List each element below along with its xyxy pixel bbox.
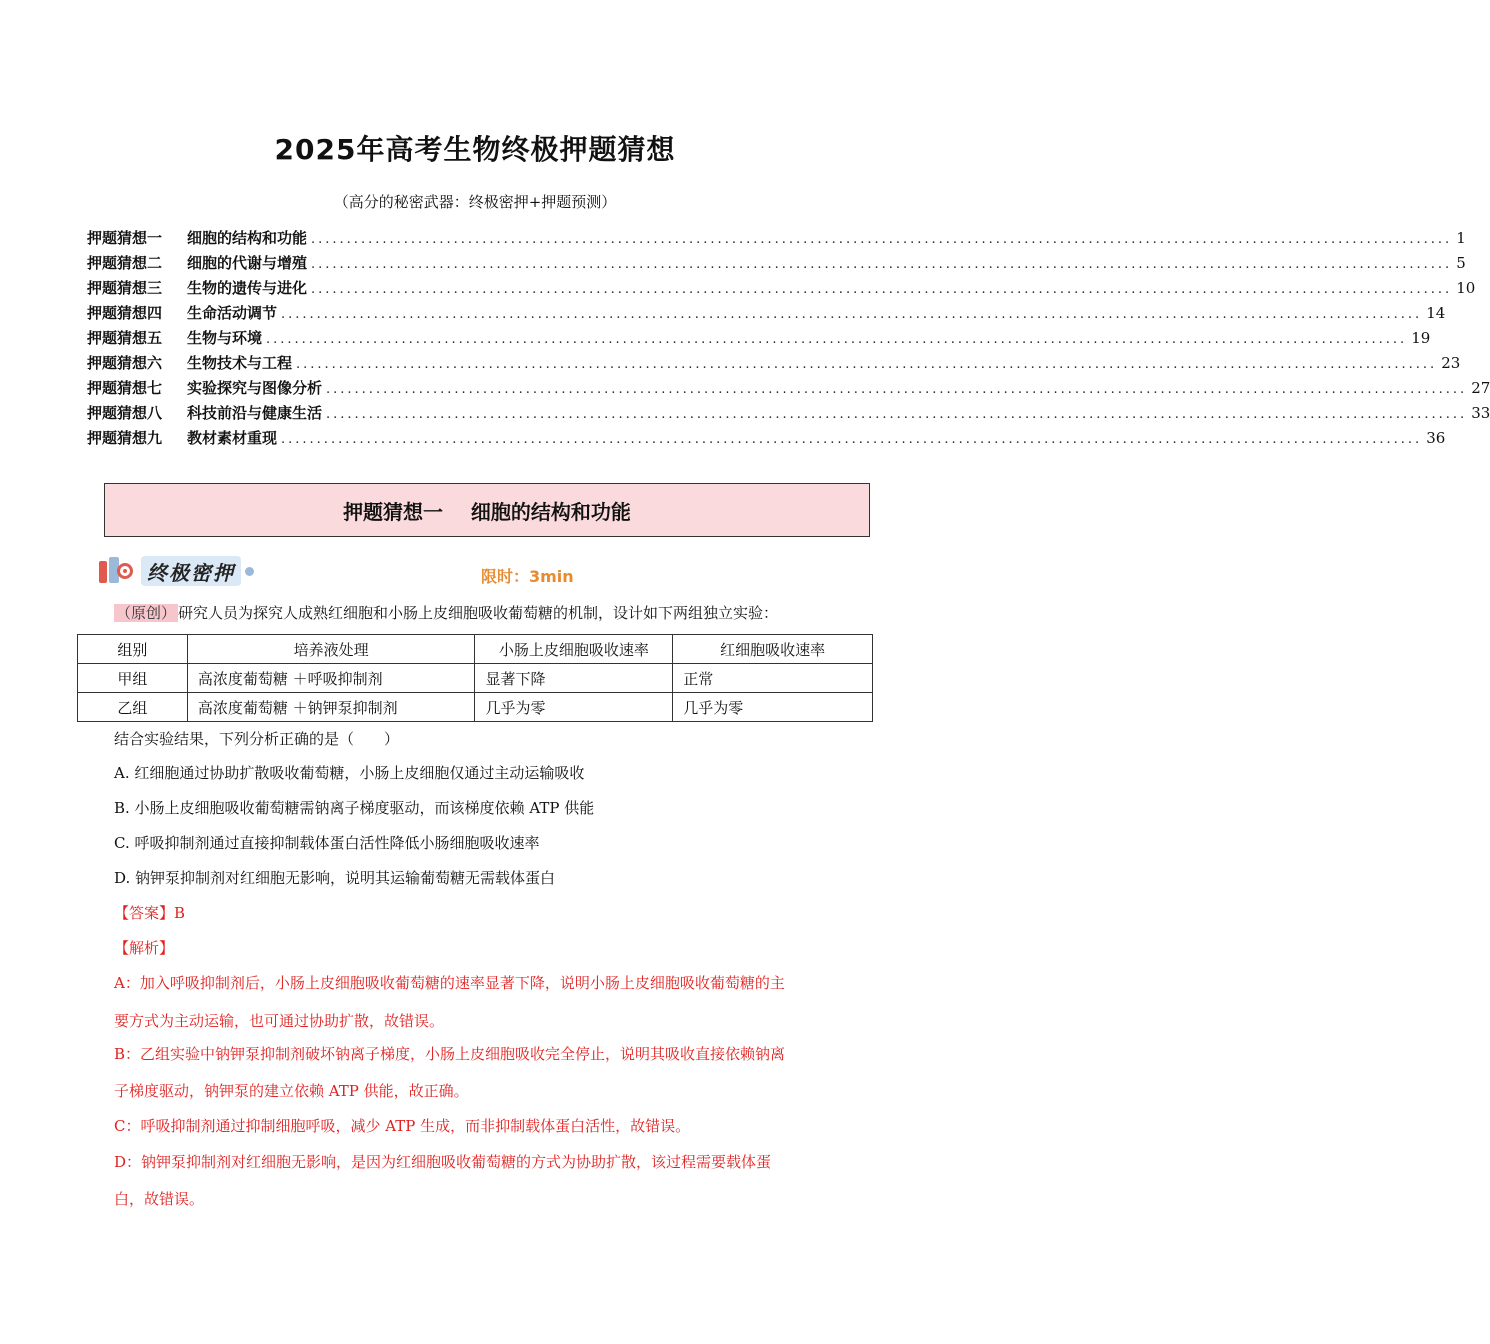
toc-item[interactable] xyxy=(87,402,1490,427)
table-cell: 高浓度葡萄糖 ＋钠钾泵抑制剂 xyxy=(187,693,475,722)
target-chart-icon xyxy=(97,555,137,587)
table-header: 小肠上皮细胞吸收速率 xyxy=(475,635,673,664)
analysis-line: 白，故错误。 xyxy=(114,1190,205,1208)
toc-leader: ................................................................................................................................................................ xyxy=(266,332,1408,347)
toc-number: 押题猜想八 xyxy=(87,404,163,422)
original-tag: （原创） xyxy=(116,604,177,622)
table-cell: 甲组 xyxy=(78,664,188,693)
dot-icon xyxy=(245,567,254,576)
toc-title: 细胞的代谢与增殖 xyxy=(187,254,308,272)
toc-page: 5 xyxy=(1456,254,1466,272)
table-cell: 乙组 xyxy=(78,693,188,722)
toc-number: 押题猜想四 xyxy=(87,304,163,322)
toc-page: 10 xyxy=(1456,279,1476,297)
toc-page: 23 xyxy=(1441,354,1461,372)
table-header-row xyxy=(78,635,873,664)
answer-value: B xyxy=(174,904,186,922)
time-limit: 限时：3min xyxy=(481,567,574,586)
banner-label: 终极密押 xyxy=(141,556,241,586)
toc-page: 1 xyxy=(1456,229,1466,247)
toc-number: 押题猜想三 xyxy=(87,279,163,297)
toc-title: 生命活动调节 xyxy=(187,304,278,322)
ultimate-prediction-banner xyxy=(97,554,254,588)
toc-item[interactable] xyxy=(87,352,1461,377)
table-cell: 正常 xyxy=(673,664,873,693)
answer-label: 【答案】 xyxy=(114,904,175,922)
analysis-label: 【解析】 xyxy=(114,939,175,957)
document-subtitle: （高分的秘密武器：终极密押+押题预测） xyxy=(333,193,617,211)
toc-title: 生物的遗传与进化 xyxy=(187,279,308,297)
analysis-line: A：加入呼吸抑制剂后，小肠上皮细胞吸收葡萄糖的速率显著下降，说明小肠上皮细胞吸收葡萄糖的主 xyxy=(114,974,785,992)
question-intro-text: 研究人员为探究人成熟红细胞和小肠上皮细胞吸收葡萄糖的机制，设计如下两组独立实验： xyxy=(178,604,779,622)
option-a[interactable]: A. 红细胞通过协助扩散吸收葡萄糖，小肠上皮细胞仅通过主动运输吸收 xyxy=(114,764,585,782)
toc-item[interactable] xyxy=(87,377,1490,402)
table-row xyxy=(78,664,873,693)
toc-item[interactable] xyxy=(87,302,1446,327)
document-title: 2025年高考生物终极押题猜想 xyxy=(274,133,676,166)
toc-leader: ................................................................................................................................................................ xyxy=(281,432,1423,447)
table-cell: 几乎为零 xyxy=(673,693,873,722)
toc-title: 教材素材重现 xyxy=(187,429,278,447)
toc-title: 实验探究与图像分析 xyxy=(187,379,323,397)
question-intro xyxy=(114,602,778,623)
toc-leader: ................................................................................................................................................................ xyxy=(296,357,1438,372)
toc-number: 押题猜想七 xyxy=(87,379,163,397)
experiment-table xyxy=(77,634,873,722)
analysis-line: D：钠钾泵抑制剂对红细胞无影响，是因为红细胞吸收葡萄糖的方式为协助扩散，该过程需要载体蛋 xyxy=(114,1153,772,1171)
toc-page: 19 xyxy=(1411,329,1431,347)
section-heading-text: 押题猜想一 细胞的结构和功能 xyxy=(343,499,631,524)
table-cell: 显著下降 xyxy=(475,664,673,693)
table-header: 培养液处理 xyxy=(187,635,475,664)
table-of-contents xyxy=(87,227,1490,452)
toc-leader: ................................................................................................................................................................ xyxy=(326,382,1468,397)
option-c[interactable]: C. 呼吸抑制剂通过直接抑制载体蛋白活性降低小肠细胞吸收速率 xyxy=(114,834,540,852)
toc-number: 押题猜想一 xyxy=(87,229,163,247)
toc-number: 押题猜想五 xyxy=(87,329,163,347)
question-prompt: 结合实验结果，下列分析正确的是（ ） xyxy=(114,730,400,748)
toc-number: 押题猜想二 xyxy=(87,254,163,272)
toc-leader: ................................................................................................................................................................ xyxy=(311,282,1453,297)
toc-item[interactable] xyxy=(87,327,1431,352)
table-cell: 高浓度葡萄糖 ＋呼吸抑制剂 xyxy=(187,664,475,693)
toc-title: 细胞的结构和功能 xyxy=(187,229,308,247)
toc-leader: ................................................................................................................................................................ xyxy=(281,307,1423,322)
option-b[interactable]: B. 小肠上皮细胞吸收葡萄糖需钠离子梯度驱动，而该梯度依赖 ATP 供能 xyxy=(114,799,595,817)
option-d[interactable]: D. 钠钾泵抑制剂对红细胞无影响，说明其运输葡萄糖无需载体蛋白 xyxy=(114,869,556,887)
toc-leader: ................................................................................................................................................................ xyxy=(311,232,1453,247)
toc-leader: ................................................................................................................................................................ xyxy=(311,257,1453,272)
toc-item[interactable] xyxy=(87,427,1446,452)
analysis-line: 子梯度驱动，钠钾泵的建立依赖 ATP 供能，故正确。 xyxy=(114,1082,469,1100)
toc-leader: ................................................................................................................................................................ xyxy=(326,407,1468,422)
toc-page: 27 xyxy=(1471,379,1490,397)
analysis-line: 要方式为主动运输，也可通过协助扩散，故错误。 xyxy=(114,1012,445,1030)
table-header: 组别 xyxy=(78,635,188,664)
toc-item[interactable] xyxy=(87,252,1466,277)
table-cell: 几乎为零 xyxy=(475,693,673,722)
toc-title: 生物技术与工程 xyxy=(187,354,293,372)
answer xyxy=(114,902,185,923)
toc-item[interactable] xyxy=(87,277,1476,302)
table-header: 红细胞吸收速率 xyxy=(673,635,873,664)
toc-item[interactable] xyxy=(87,227,1466,252)
toc-title: 生物与环境 xyxy=(187,329,263,347)
analysis-line: C：呼吸抑制剂通过抑制细胞呼吸，减少 ATP 生成，而非抑制载体蛋白活性，故错误。 xyxy=(114,1117,691,1135)
toc-number: 押题猜想九 xyxy=(87,429,163,447)
table-row xyxy=(78,693,873,722)
analysis-line: B：乙组实验中钠钾泵抑制剂破坏钠离子梯度，小肠上皮细胞吸收完全停止，说明其吸收直接依赖钠离 xyxy=(114,1045,786,1063)
toc-page: 14 xyxy=(1426,304,1446,322)
toc-number: 押题猜想六 xyxy=(87,354,163,372)
toc-page: 36 xyxy=(1426,429,1446,447)
toc-page: 33 xyxy=(1471,404,1490,422)
section-heading xyxy=(104,483,870,537)
toc-title: 科技前沿与健康生活 xyxy=(187,404,323,422)
